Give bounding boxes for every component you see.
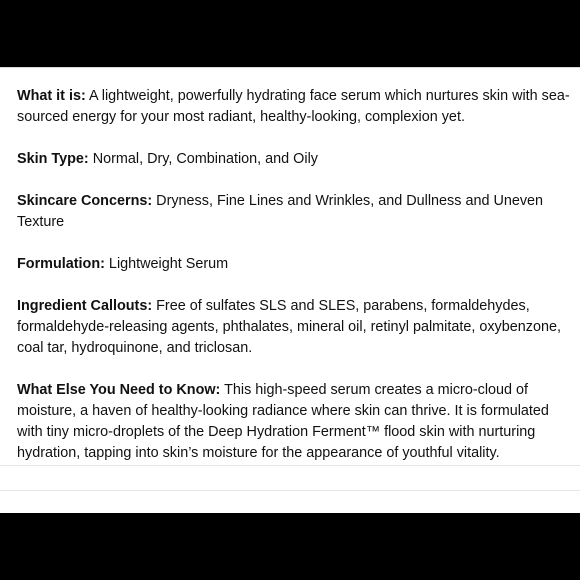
what-else-label: What Else You Need to Know:: [17, 382, 221, 398]
divider-line: [0, 465, 580, 466]
ingredient-callouts-text: Free of sulfates SLS and SLES, parabens, formaldehydes, formaldehyde-releasing agents, phthalates, mineral oil, retinyl palmitate, oxybenzone, coal tar, hydroquinone, and triclosan.: [17, 298, 561, 356]
skincare-concerns-section: [17, 191, 575, 233]
skin-type-section: [17, 149, 575, 170]
ingredient-callouts-section: [17, 296, 575, 359]
product-description: [17, 86, 575, 485]
what-it-is-section: [17, 86, 575, 128]
skincare-concerns-label: Skincare Concerns:: [17, 193, 153, 209]
product-details-panel: [0, 67, 580, 513]
skin-type-label: Skin Type:: [17, 151, 89, 167]
what-else-section: [17, 380, 575, 464]
divider-line: [0, 490, 580, 491]
formulation-label: Formulation:: [17, 256, 105, 272]
what-else-text: This high-speed serum creates a micro-cloud of moisture, a haven of healthy-looking radiance where skin can thrive. It is formulated with tiny micro-droplets of the Deep Hydration Ferment™ flood skin with nurturing hydration, tapping into skin’s moisture for the appearance of youthful vitality.: [17, 382, 549, 461]
skin-type-text: Normal, Dry, Combination, and Oily: [88, 151, 318, 167]
what-it-is-text: A lightweight, powerfully hydrating face serum which nurtures skin with sea-sourced energy for your most radiant, healthy-looking, complexion yet.: [17, 88, 570, 125]
top-black-bar: [0, 0, 580, 67]
bottom-black-bar: [0, 513, 580, 580]
what-it-is-label: What it is:: [17, 88, 86, 104]
ingredient-callouts-label: Ingredient Callouts:: [17, 298, 153, 314]
skincare-concerns-text: Dryness, Fine Lines and Wrinkles, and Dullness and Uneven Texture: [17, 193, 544, 230]
formulation-text: Lightweight Serum: [104, 256, 229, 272]
formulation-section: [17, 254, 575, 275]
